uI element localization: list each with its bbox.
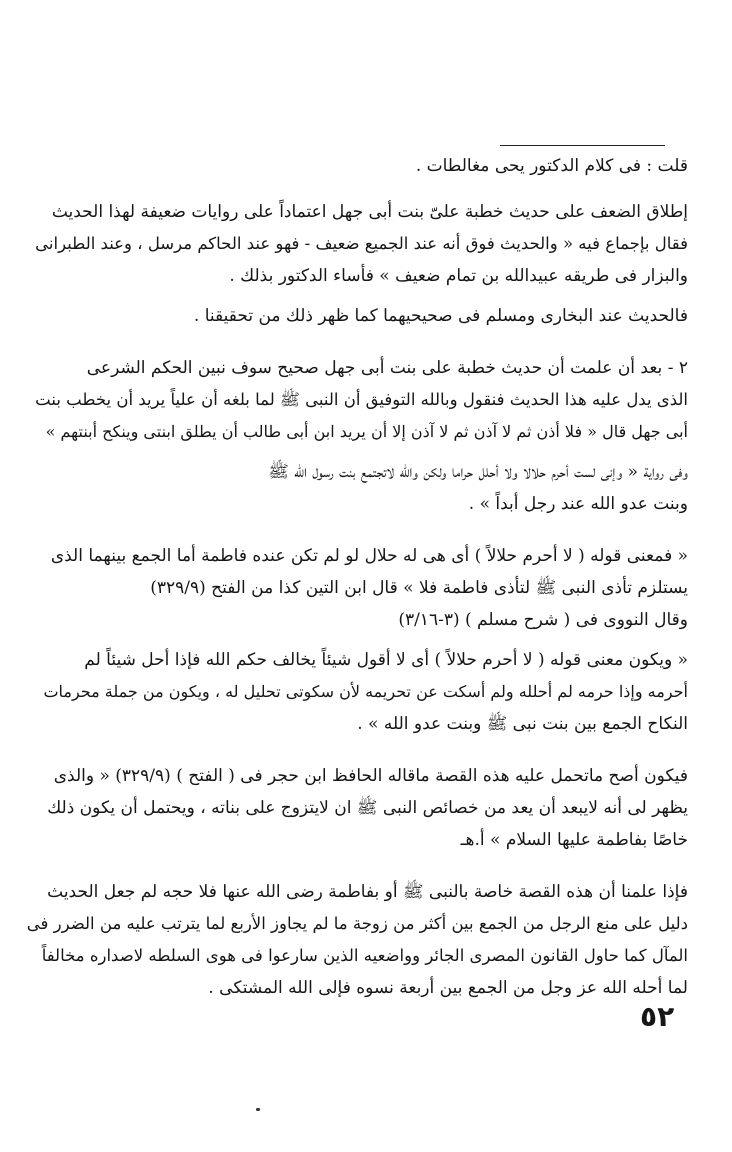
paragraph-line: « ويكون معنى قوله ( لا أحرم حلالاً ) أى لا أقول شيئاً يخالف حكم الله فإذا أحل شيئاً لم bbox=[84, 650, 688, 670]
body-text bbox=[28, 150, 688, 1004]
paragraph-line: النكاح الجمع بين بنت نبى ﷺ وبنت عدو الله » . bbox=[357, 714, 688, 734]
paragraph-line: والبزار فى طريقه عبيدالله بن تمام ضعيف » فأساء الدكتور بذلك . bbox=[229, 266, 688, 286]
paragraph-line: ٢ - بعد أن علمت أن حديث خطبة على بنت أبى جهل صحيح سوف نبين الحكم الشرعى bbox=[86, 358, 688, 378]
paragraph-line: المآل كما حاول القانون المصرى الجائر وواضعيه الذين سارعوا فى هوى السلطه لاصداره مخالفاً bbox=[41, 946, 688, 965]
paragraph-line: قلت : فى كلام الدكتور يحى مغالطات . bbox=[415, 156, 688, 176]
paragraph-line: وقال النووى فى ( شرح مسلم ) (٣-٣/١٦) bbox=[398, 610, 688, 630]
scan-speck bbox=[256, 1108, 260, 1111]
paragraph-line: أحرمه وإذا حرمه لم أحلله ولم أسكت عن تحريمه لأن سكوتى تحليل له ، ويكون من جملة محرمات bbox=[43, 682, 688, 701]
paragraph-line: أبى جهل قال « فلا أذن ثم لا آذن ثم لا آذن إلا أن يريد ابن أبى طالب أن يطلق ابنتى وينكح أبنتهم » bbox=[45, 422, 688, 441]
paragraph-line: لما أحله الله عز وجل من الجمع بين أربعة نسوه فإلى الله المشتكى . bbox=[208, 978, 688, 998]
paragraph-line: يظهر لى أنه لايبعد أن يعد من خصائص النبى ﷺ ان لايتزوج على بناته ، ويحتمل أن يكون ذلك bbox=[47, 798, 688, 818]
page-number: ٥٢ bbox=[640, 1000, 675, 1033]
header-rule bbox=[500, 145, 665, 146]
paragraph-line: الذى يدل عليه هذا الحديث فنقول وبالله التوفيق أن النبى ﷺ لما بلغه أن علياً يريد أن يخطب بنت bbox=[35, 390, 688, 409]
paragraph-line: « فمعنى قوله ( لا أحرم حلالاً ) أى هى له حلال لو لم تكن عنده فاطمة أما الجمع بينهما الذى bbox=[50, 546, 688, 566]
paragraph-line: خاصًا بفاطمة عليها السلام » أ.هـ bbox=[460, 830, 688, 850]
paragraph-line: وفى رواية « وإنى لست أحرم حلالا ولا أحلل حراما ولكن والله لاتجتمع بنت رسول الله ﷺ bbox=[268, 462, 688, 482]
paragraph-line: وبنت عدو الله عند رجل أبداً » . bbox=[468, 494, 688, 514]
paragraph-line: يستلزم تأذى النبى ﷺ لتأذى فاطمة فلا » قال ابن التين كذا من الفتح (٣٢٩/٩) bbox=[150, 578, 688, 598]
paragraph-line: فيكون أصح ماتحمل عليه هذه القصة ماقاله الحافظ ابن حجر فى ( الفتح ) (٣٢٩/٩) « والذى bbox=[53, 766, 688, 786]
paragraph-line: فإذا علمنا أن هذه القصة خاصة بالنبى ﷺ أو بفاطمة رضى الله عنها فلا حجه لم جعل الحديث bbox=[47, 882, 688, 902]
paragraph-line: إطلاق الضعف على حديث خطبة علىّ بنت أبى جهل اعتماداً على روايات ضعيفة لهذا الحديث bbox=[51, 202, 688, 222]
paragraph-line: فقال بإجماع فيه « والحديث فوق أنه عند الجميع ضعيف - فهو عند الحاكم مرسل ، وعند الطبرانى bbox=[35, 234, 688, 253]
paragraph-line: فالحديث عند البخارى ومسلم فى صحيحيهما كما ظهر ذلك من تحقيقنا . bbox=[193, 306, 688, 326]
paragraph-line: دليل على منع الرجل من الجمع بين أكثر من زوجة ما لم يجاوز الأربع لما يترتب عليه من الضرر فى bbox=[26, 914, 688, 933]
